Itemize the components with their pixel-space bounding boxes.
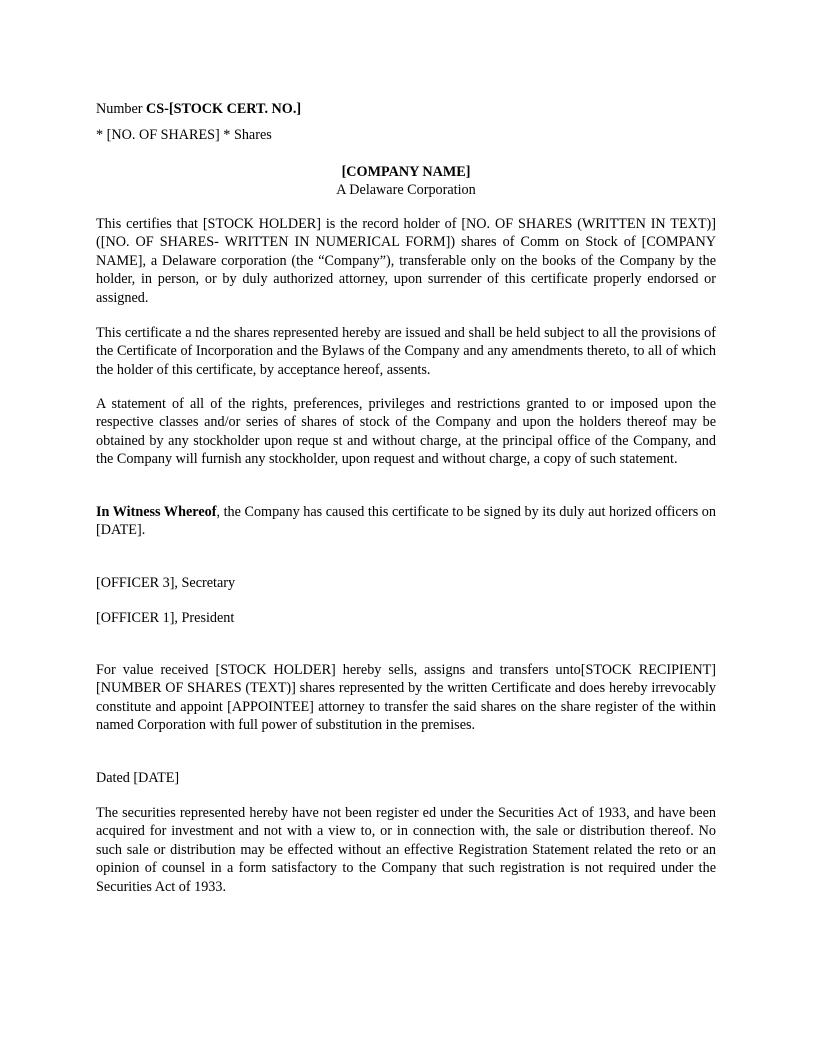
securities-paragraph: The securities represented hereby have not been register ed under the Securities Act of 1933, and have been acquired for investment and not with a view to, or in connection with, the sale or distribution thereof. No such sale or distribution may be effected without an effective Registration Statement related the reto or an opinion of counsel in a form satisfactory to the Company that such registration is not required under the Securities Act of 1933. <box>96 805 716 895</box>
shares-line: * [NO. OF SHARES] * Shares <box>96 127 272 143</box>
company-subtitle: A Delaware Corporation <box>336 182 476 198</box>
certificate-number: CS-[STOCK CERT. NO.] <box>146 101 302 117</box>
subject-paragraph: This certificate a nd the shares represented hereby are issued and shall be held subject to all the provisions of the Certificate of Incorporation and the Bylaws of the Company and any amendments thereto, to all of which the holder of this certificate, by acceptance hereof, assents. <box>96 325 716 378</box>
certificate-number-line <box>96 100 301 118</box>
witness-heading: In Witness Whereof <box>96 504 217 520</box>
certifies-paragraph: This certifies that [STOCK HOLDER] is the record holder of [NO. OF SHARES (WRITTEN IN TEXT)] ([NO. OF SHARES- WRITTEN IN NUMERICAL FORM]) shares of Comm on Stock of [COMPANY NAME], a Delaware corporation (the “Company”), transferable only on the books of the Company by the holder, in person, or by duly authorized attorney, upon surrender of this certificate properly endorsed or assigned. <box>96 216 716 306</box>
witness-text: , the Company has caused this certificate to be signed by its duly aut horized officers on [DATE]. <box>96 504 716 539</box>
officer-president: [OFFICER 1], President <box>96 610 235 626</box>
transfer-paragraph: For value received [STOCK HOLDER] hereby sells, assigns and transfers unto[STOCK RECIPIENT] [NUMBER OF SHARES (TEXT)] shares represented by the written Certificate and does hereby irrevocably constitute and appoint [APPOINTEE] attorney to transfer the said shares on the share register of the within named Corporation with full power of substitution in the premises. <box>96 662 716 734</box>
company-name: [COMPANY NAME] <box>341 164 471 180</box>
number-label: Number <box>96 101 143 117</box>
statement-paragraph: A statement of all of the rights, preferences, privileges and restrictions granted to or imposed upon the respective classes and/or series of shares of stock of the Company and upon the holders thereof may be obtained by any stockholder upon reque st and without charge, at the principal office of the Company, and the Company will furnish any stockholder, upon request and without charge, a copy of such statement. <box>96 396 716 468</box>
officer-secretary: [OFFICER 3], Secretary <box>96 575 236 591</box>
dated-line: Dated [DATE] <box>96 770 180 786</box>
witness-paragraph <box>96 503 716 540</box>
